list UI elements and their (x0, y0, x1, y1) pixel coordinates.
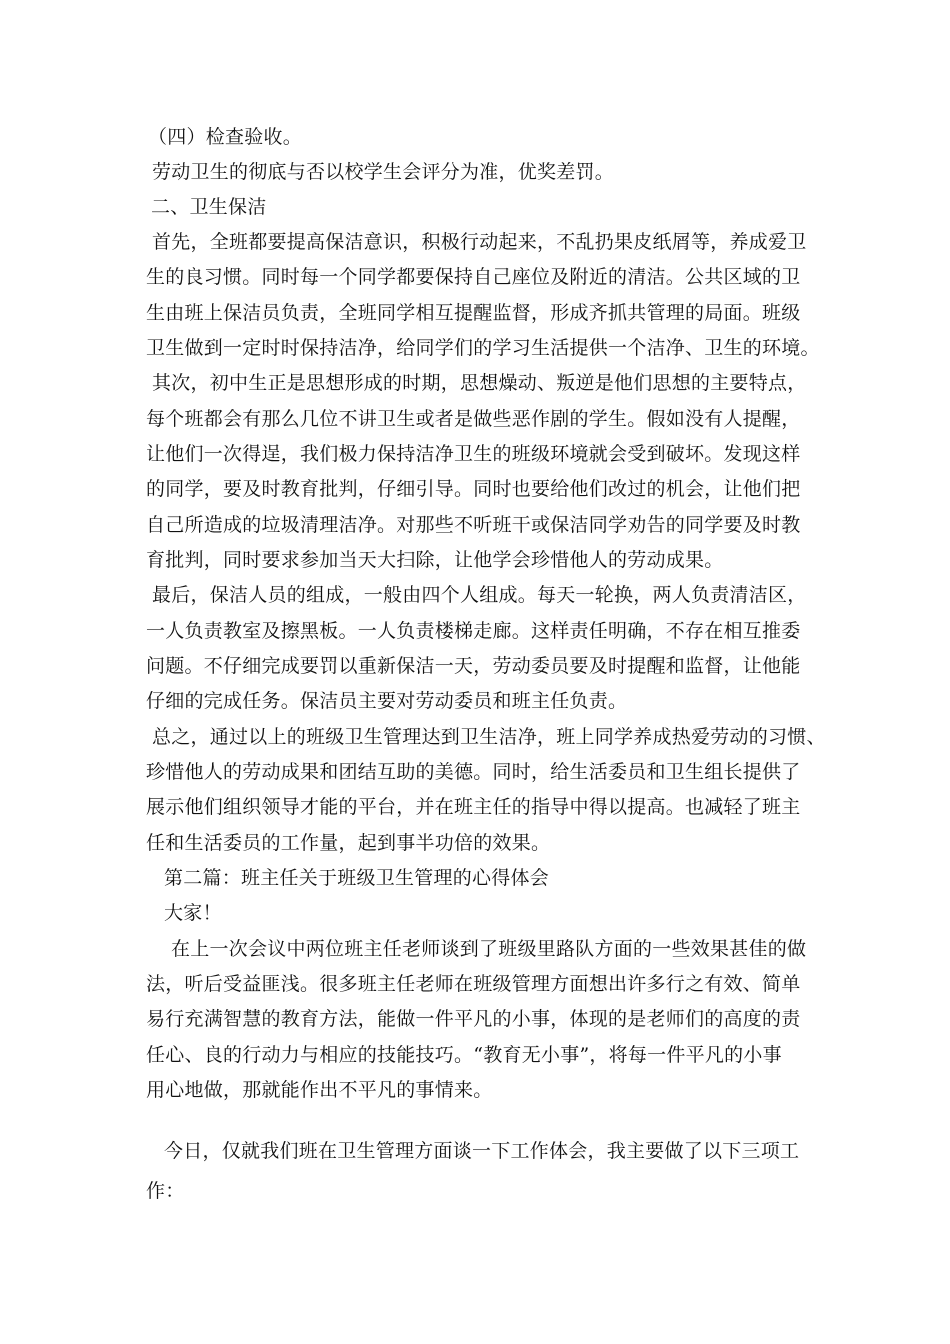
text-line: 今日，仅就我们班在卫生管理方面谈一下工作体会，我主要做了以下三项工 (164, 1140, 800, 1162)
text-line: 一人负责教室及擦黑板。一人负责楼梯走廊。这样责任明确，不存在相互推委 (146, 620, 801, 642)
text-line: 问题。不仔细完成要罚以重新保洁一天，劳动委员要及时提醒和监督，让他能 (146, 655, 801, 677)
text-line: 育批判，同时要求参加当天大扫除，让他学会珍惜他人的劳动成果。 (146, 549, 724, 571)
text-line: 易行充满智慧的教育方法，能做一件平凡的小事，体现的是老师们的高度的责 (146, 1008, 801, 1030)
chapter-title: 第二篇：班主任关于班级卫生管理的心得体会 (164, 867, 550, 889)
text-line: 任和生活委员的工作量，起到事半功倍的效果。 (146, 832, 551, 854)
text-line: 任心、良的行动力与相应的技能技巧。“教育无小事”，将每一件平凡的小事 (146, 1044, 782, 1066)
text-line: 用心地做，那就能作出不平凡的事情来。 (146, 1079, 493, 1101)
text-line: 最后，保洁人员的组成，一般由四个人组成。每天一轮换，两人负责清洁区， (152, 584, 807, 606)
text-line: 每个班都会有那么几位不讲卫生或者是做些恶作剧的学生。假如没有人提醒， (146, 408, 801, 430)
text-line: 在上一次会议中两位班主任老师谈到了班级里路队方面的一些效果甚佳的做 (171, 938, 807, 960)
text-line: 作： (146, 1180, 185, 1202)
text-line: 总之，通过以上的班级卫生管理达到卫生洁净，班上同学养成热爱劳动的习惯、 (152, 726, 826, 748)
text-line: 劳动卫生的彻底与否以校学生会评分为准，优奖差罚。 (152, 161, 615, 183)
text-line: 首先，全班都要提高保洁意识，积极行动起来，不乱扔果皮纸屑等，养成爱卫 (152, 231, 807, 253)
section-heading: 二、卫生保洁 (151, 196, 267, 218)
text-line: 生的良习惯。同时每一个同学都要保持自己座位及附近的清洁。公共区域的卫 (146, 266, 801, 288)
text-line: 其次，初中生正是思想形成的时期，思想燥动、叛逆是他们思想的主要特点， (152, 372, 807, 394)
text-line: 的同学，要及时教育批判，仔细引导。同时也要给他们改过的机会，让他们把 (146, 478, 801, 500)
text-line: 法，听后受益匪浅。很多班主任老师在班级管理方面想出许多行之有效、简单 (146, 973, 801, 995)
text-line: 生由班上保洁员负责，全班同学相互提醒监督，形成齐抓共管理的局面。班级 (146, 302, 801, 324)
text-line: 珍惜他人的劳动成果和团结互助的美德。同时，给生活委员和卫生组长提供了 (146, 761, 801, 783)
text-line: 卫生做到一定时时保持洁净，给同学们的学习生活提供一个洁净、卫生的环境。 (146, 337, 820, 359)
text-line: 仔细的完成任务。保洁员主要对劳动委员和班主任负责。 (146, 690, 628, 712)
text-line: （四）检查验收。 (148, 126, 303, 148)
text-line: 让他们一次得逞，我们极力保持洁净卫生的班级环境就会受到破坏。发现这样 (146, 443, 801, 465)
text-line: 展示他们组织领导才能的平台，并在班主任的指导中得以提高。也减轻了班主 (146, 796, 801, 818)
text-line: 大家！ (164, 902, 222, 924)
text-line: 自己所造成的垃圾清理洁净。对那些不听班干或保洁同学劝告的同学要及时教 (146, 514, 801, 536)
